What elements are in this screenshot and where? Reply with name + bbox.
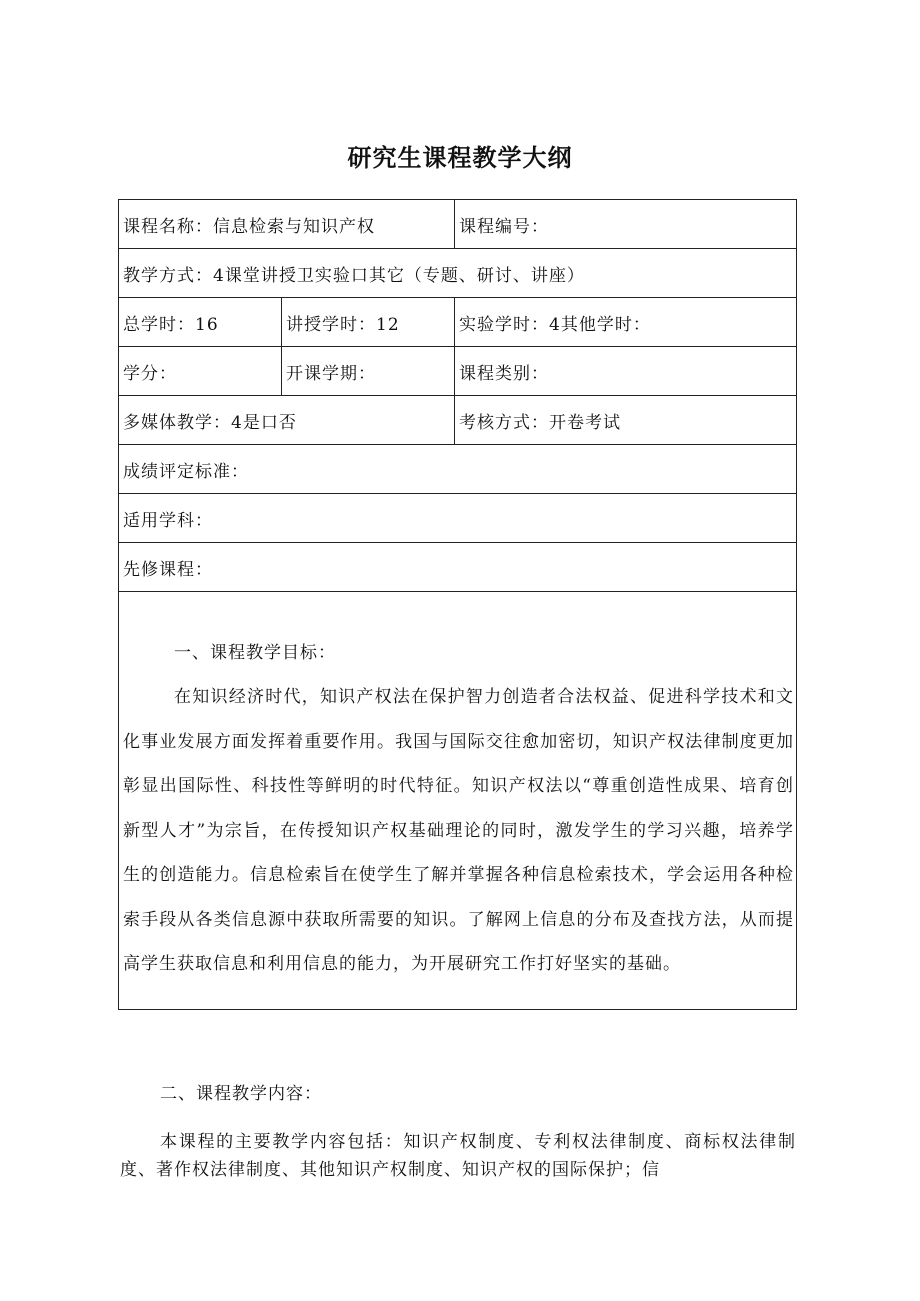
table-row-multimedia [119,396,796,445]
table-row-teaching-mode [119,249,796,298]
grading-cell: 成绩评定标准： [123,461,249,482]
course-type-cell: 课程类别： [454,347,796,395]
goals-heading: 一、课程教学目标： [174,643,336,663]
course-info-table [118,199,797,1010]
goals-body: 在知识经济时代，知识产权法在保护智力创造者合法权益、促进科学技术和文化事业发展方面发挥着重要作用。我国与国际交往愈加密切，知识产权法律制度更加彰显出国际性、科技性等鲜明的时代特征。知识产权法以“尊重创造性成果、培育创新型人才”为宗旨，在传授知识产权基础理论的同时，激发学生的学习兴趣，培养学生的创造能力。信息检索旨在使学生了解并掌握各种信息检索技术，学会运用各种检索手段从各类信息源中获取所需要的知识。了解网上信息的分布及查找方法，从而提高学生获取信息和利用信息的能力，为开展研究工作打好坚实的基础。 [123,687,794,974]
course-goals-cell [119,592,796,1009]
teaching-mode-cell: 教学方式：4课堂讲授卫实验口其它（专题、研讨、讲座） [123,265,585,286]
disciplines-cell: 适用学科： [123,510,213,531]
credits-cell: 学分： [123,363,177,384]
semester-cell: 开课学期： [281,347,454,395]
lecture-hours-cell: 讲授学时：12 [281,298,454,346]
table-row-course [119,200,796,249]
page-title: 研究生课程教学大纲 [347,144,573,172]
table-row-grading [119,445,796,494]
course-code-cell: 课程编号： [454,200,796,248]
assessment-cell: 考核方式：开卷考试 [454,396,796,444]
course-name-cell: 课程名称：信息检索与知识产权 [123,216,375,237]
total-hours-cell: 总学时：16 [123,314,219,335]
table-row-prerequisites [119,543,796,592]
prerequisites-cell: 先修课程： [123,559,213,580]
content-heading: 二、课程教学内容： [160,1084,322,1104]
content-body: 本课程的主要教学内容包括：知识产权制度、专利权法律制度、商标权法律制度、著作权法律制度、其他知识产权制度、知识产权的国际保护；信 [120,1132,796,1180]
table-row-credits [119,347,796,396]
lab-other-hours-cell: 实验学时：4其他学时： [454,298,796,346]
table-row-hours [119,298,796,347]
multimedia-cell: 多媒体教学：4是口否 [123,412,297,433]
table-row-disciplines [119,494,796,543]
